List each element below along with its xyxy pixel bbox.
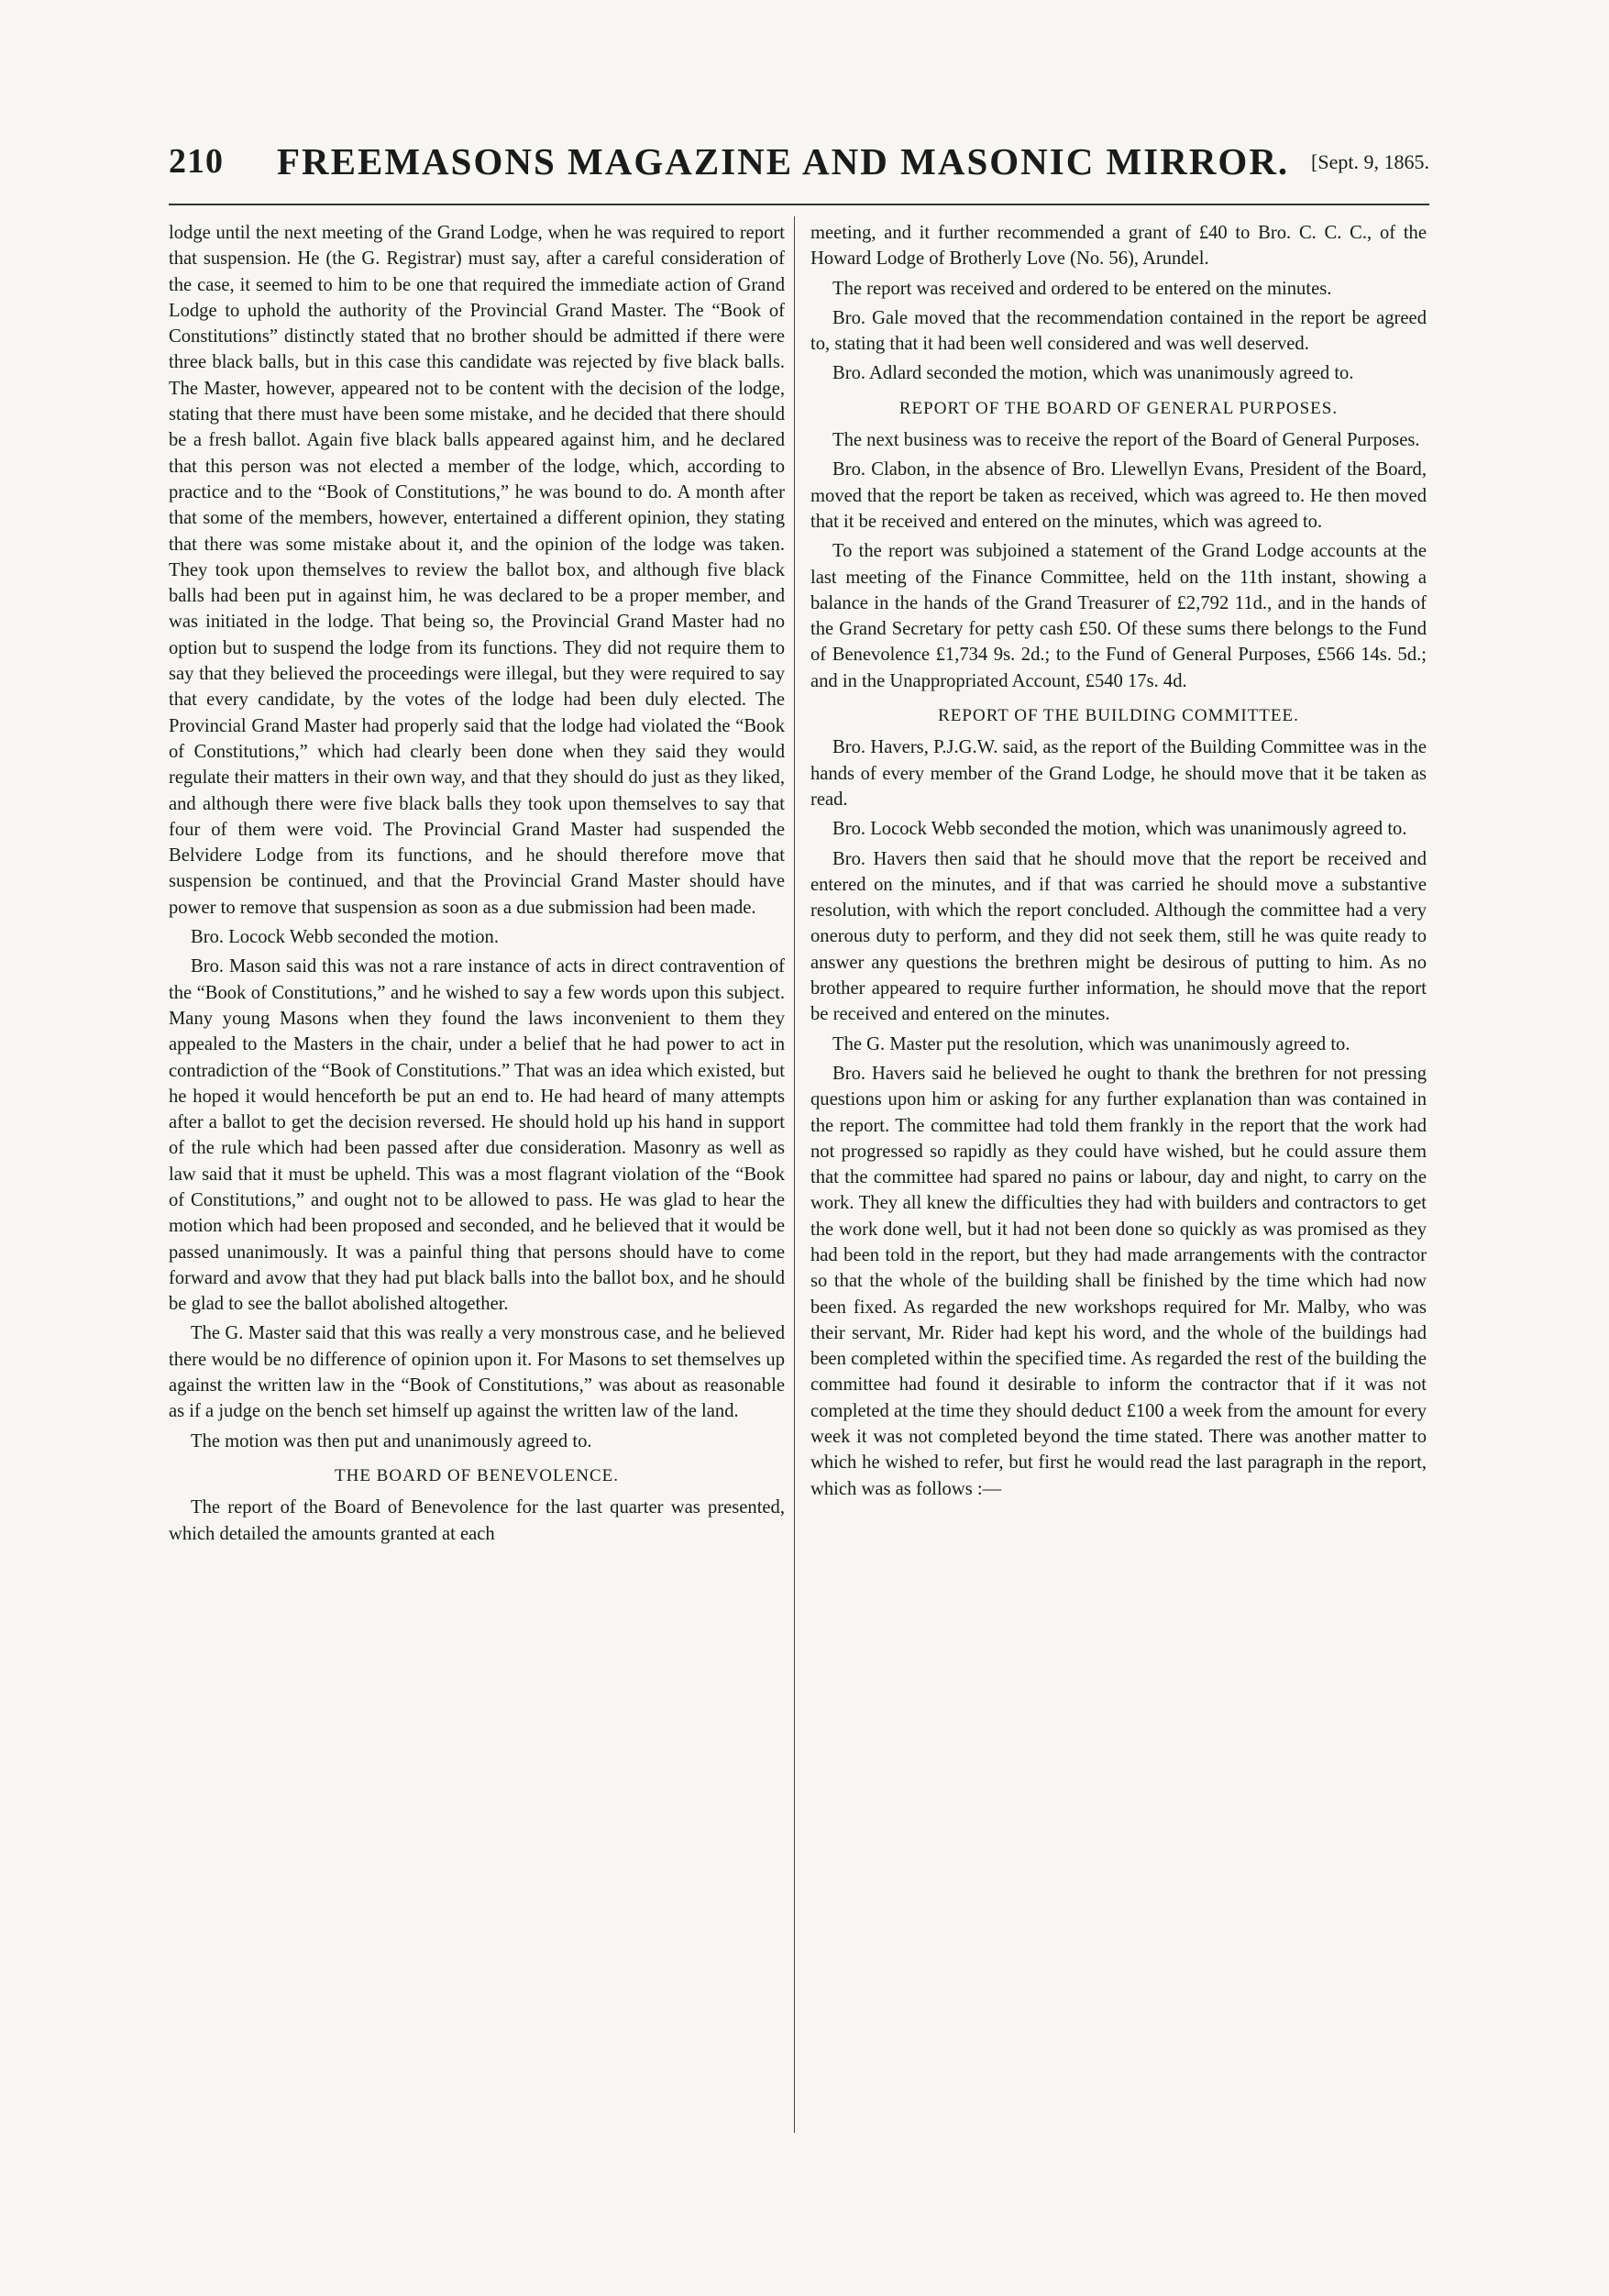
paragraph: The report was received and ordered to be entered on the minutes. <box>832 278 1332 299</box>
paragraph: The G. Master put the resolution, which was unanimously agreed to. <box>832 1033 1350 1054</box>
paragraph: Bro. Havers, P.J.G.W. said, as the report of the Building Committee was in the hands of every member of the Grand Lodge, he should move that it be taken as read. <box>810 737 1427 810</box>
paragraph: To the report was subjoined a statement of the Grand Lodge accounts at the last meeting of the Finance Committee, held on the 11th instant, showing a balance in the hands of the Grand Treasurer of £2,792 11d., and in the hands of the Grand Secretary for petty cash £50. Of these sums there belongs to the Fund of Benevolence £1,734 9s. 2d.; to the Fund of General Purposes, £566 14s. 5d.; and in the Unappropriated Account, £540 17s. 4d. <box>810 541 1427 691</box>
column-divider <box>794 216 795 2133</box>
paragraph: meeting, and it further recommended a grant of £40 to Bro. C. C. C., of the Howard Lodge of Brotherly Love (No. 56), Arundel. <box>810 223 1427 270</box>
paragraph: The G. Master said that this was really a very monstrous case, and he believed there would be no difference of opinion upon it. For Masons to set themselves up against the written law in the “Book of Constitutions,” was about as reasonable as if a judge on the bench set himself up against the written law of the land. <box>169 1323 785 1422</box>
paragraph: Bro. Mason said this was not a rare instance of acts in direct contravention of the “Book of Constitutions,” and he wished to say a few words upon this subject. Many young Masons when they found the laws inconvenient to them they appealed to the Masters in the chair, under a belief that he had power to act in contradiction of the “Book of Constitutions.” That was an idea which existed, but he hoped it would henceforth be put an end to. He had heard of many attempts after a ballot to get the decision reversed. He should hold up his hand in support of the rule which had been passed after due consideration. Masonry as well as law said that it must be upheld. This was a most flagrant violation of the “Book of Constitutions,” and ought not to be allowed to pass. He was glad to hear the motion which had been proposed and seconded, and he believed that it would be passed unanimously. It was a painful thing that persons should have to come forward and avow that they had put black balls into the ballot box, and he should be glad to see the ballot abolished altogether. <box>169 956 785 1315</box>
paragraph: lodge until the next meeting of the Grand Lodge, when he was required to report that suspension. He (the G. Registrar) must say, after a careful consideration of the case, it seemed to him to be one that required the immediate action of Grand Lodge to uphold the authority of the Provincial Grand Master. The “Book of Constitutions” distinctly stated that no brother should be admitted if there were three black balls, but in this case this candidate was rejected by five black balls. The Master, however, appeared not to be content with the decision of the lodge, stating that there must have been some mistake, and he decided that there should be a fresh ballot. Again five black balls appeared against him, and he declared that this person was not elected a member of the lodge, which, according to practice and to the “Book of Constitutions,” he was bound to do. A month after that some of the members, however, entertained a different opinion, they stating that there was some mistake about it, and the opinion of the lodge was taken. They took upon themselves to review the ballot box, and although five black balls had been put in against him, he was declared to be a proper member, and was initiated in the lodge. That being so, the Provincial Grand Master had no option but to suspend the lodge from its functions. They did not require them to say that they believed the proceedings were illegal, but they were required to say that every candidate, by the votes of the lodge had been duly elected. The Provincial Grand Master had properly said that the lodge had violated the “Book of Constitutions,” which had clearly been done when they said they would regulate their matters in their own way, and that they should do just as they liked, and although there were five black balls they took upon themselves to say that four of them were void. The Provincial Grand Master had suspended the Belvidere Lodge from its functions, and he should therefore move that suspension be continued, and that the Provincial Grand Master should have power to remove that suspension as soon as a due submission had been made. <box>169 223 785 918</box>
section-heading: REPORT OF THE BUILDING COMMITTEE. <box>938 706 1299 726</box>
paragraph: The next business was to receive the report of the Board of General Purposes. <box>832 430 1420 451</box>
masthead-title: FREEMASONS MAGAZINE AND MASONIC MIRROR. <box>277 140 1290 182</box>
header-rule <box>169 204 1429 205</box>
paragraph: Bro. Clabon, in the absence of Bro. Llewellyn Evans, President of the Board, moved that the report be taken as received, which was agreed to. He then moved that it be received and entered on the minutes, which was agreed to. <box>810 459 1427 532</box>
page-header <box>169 139 1429 194</box>
right-column <box>810 220 1427 1506</box>
paragraph: Bro. Adlard seconded the motion, which was unanimously agreed to. <box>832 363 1354 384</box>
page-number: 210 <box>169 142 224 181</box>
section-heading: THE BOARD OF BENEVOLENCE. <box>335 1465 619 1485</box>
paragraph: Bro. Havers said he believed he ought to thank the brethren for not pressing questions upon him or asking for any further explanation than was contained in the report. The committee had told them frankly in the report that the work had not progressed so rapidly as they could have wished, but he could assure them that the committee had spared no pains or labour, day and night, to carry on the work. They all knew the difficulties they had with builders and contractors to get the work done well, but it had not been done so quickly as was promised as they had been told in the report, but they had made arrangements with the contractor so that the whole of the building shall be finished by the time which had now been fixed. As regarded the new workshops required for Mr. Malby, who was their servant, Mr. Rider had kept his word, and the whole of the buildings had been completed within the specified time. As regarded the rest of the building the committee had found it desirable to inform the contractor that if it was not completed at the time they should deduct £100 a week from the amount for every week it was not completed beyond the time stated. There was another matter to which he wished to refer, but first he would read the last paragraph in the report, which was as follows :— <box>810 1063 1427 1499</box>
left-column <box>169 220 785 1551</box>
paragraph: Bro. Locock Webb seconded the motion, which was unanimously agreed to. <box>832 819 1407 840</box>
issue-date: [Sept. 9, 1865. <box>1311 150 1429 173</box>
paragraph: Bro. Gale moved that the recommendation contained in the report be agreed to, stating that it had been well considered and was well deserved. <box>810 307 1427 355</box>
paragraph: The report of the Board of Benevolence for the last quarter was presented, which detailed the amounts granted at each <box>169 1497 785 1544</box>
section-heading: REPORT OF THE BOARD OF GENERAL PURPOSES. <box>898 398 1339 418</box>
paragraph: Bro. Havers then said that he should move that the report be received and entered on the minutes, and if that was carried he should move a substantive resolution, with which the report concluded. Although the committee had a very onerous duty to perform, and they did not seek them, still he was quite ready to answer any questions the brethren might be desirous of putting to him. As no brother appeared to require further information, he should move that the report be received and entered on the minutes. <box>810 848 1427 1025</box>
paragraph: Bro. Locock Webb seconded the motion. <box>191 927 499 948</box>
paragraph: The motion was then put and unanimously agreed to. <box>191 1430 592 1452</box>
